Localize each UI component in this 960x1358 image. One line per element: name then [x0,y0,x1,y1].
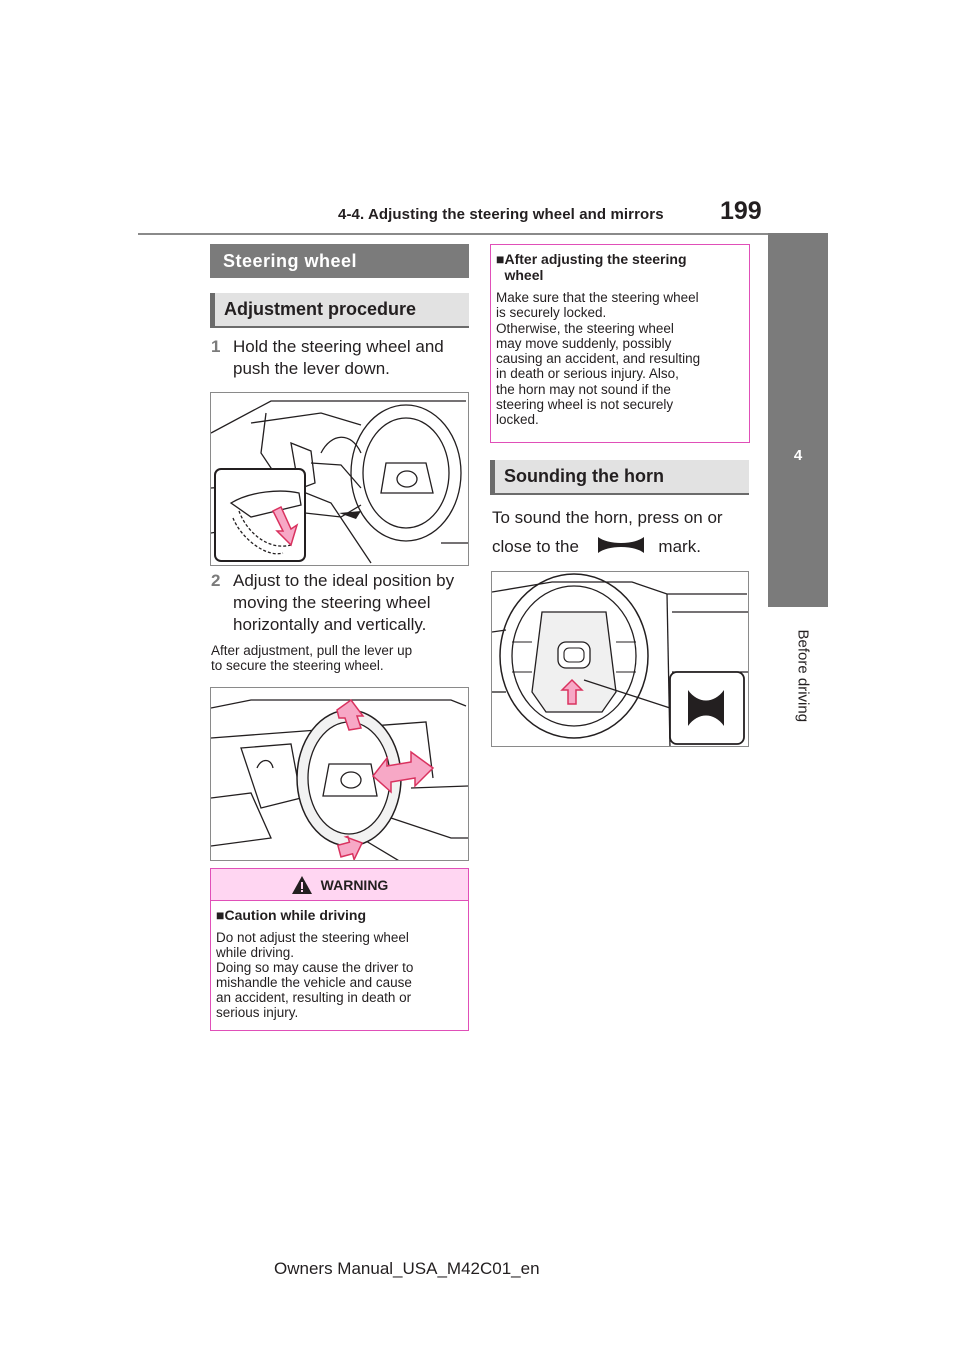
footer-doc-id: Owners Manual_USA_M42C01_en [274,1259,540,1278]
warning-text: Do not adjust the steering wheel while driving. Doing so may cause the driver to mishandle the vehicle and cause an accident, resulting in death or serious injury. [216,930,414,1020]
horn-mark-icon [594,535,650,555]
horn-instruction-line1: To sound the horn, press on or [492,508,723,527]
warning-triangle-icon [291,875,313,895]
warning-body [211,901,468,1026]
section-title: Steering wheel [210,244,469,278]
step-1 [211,336,471,382]
step-number: 2 [211,571,221,590]
chapter-number: 4 [768,444,828,468]
step-2 [211,570,473,636]
after-adjusting-note-box [490,244,750,443]
warning-box [210,868,469,1031]
warning-heading: ■Caution while driving [216,907,367,923]
subsection-title-adjustment: Adjustment procedure [210,293,469,328]
step-text: Adjust to the ideal position by moving the steering wheel horizontally and vertically. [233,571,455,634]
horn-pad-drawing [492,572,749,747]
steering-lever-drawing [211,393,469,566]
header-rule [138,233,824,235]
steering-adjust-drawing [211,688,469,861]
warning-header [211,869,468,901]
note-text: Make sure that the steering wheel is securely locked. Otherwise, the steering wheel may move suddenly, possibly causing an accident, and resulting in death or serious injury. Also, the horn may not sound if the steering wheel is not securely locked. [496,290,701,428]
chapter-label: Before driving [794,629,812,723]
warning-label: WARNING [320,876,389,893]
running-header: 4-4. Adjusting the steering wheel and mirrors [338,206,664,223]
page-number: 199 [720,197,762,225]
chapter-tab [768,233,828,607]
lever-illustration [210,392,469,566]
note-heading: ■ After adjusting the steering wheel [496,251,687,283]
horn-instruction-line2: close to the mark. [492,537,701,556]
after-adjustment-note: After adjustment, pull the lever up to secure the steering wheel. [211,643,413,673]
subsection-title-horn: Sounding the horn [490,460,749,495]
horn-illustration [491,571,749,747]
step-number: 1 [211,337,221,356]
step-text: Hold the steering wheel and push the lever down. [233,337,444,378]
adjust-position-illustration [210,687,469,861]
